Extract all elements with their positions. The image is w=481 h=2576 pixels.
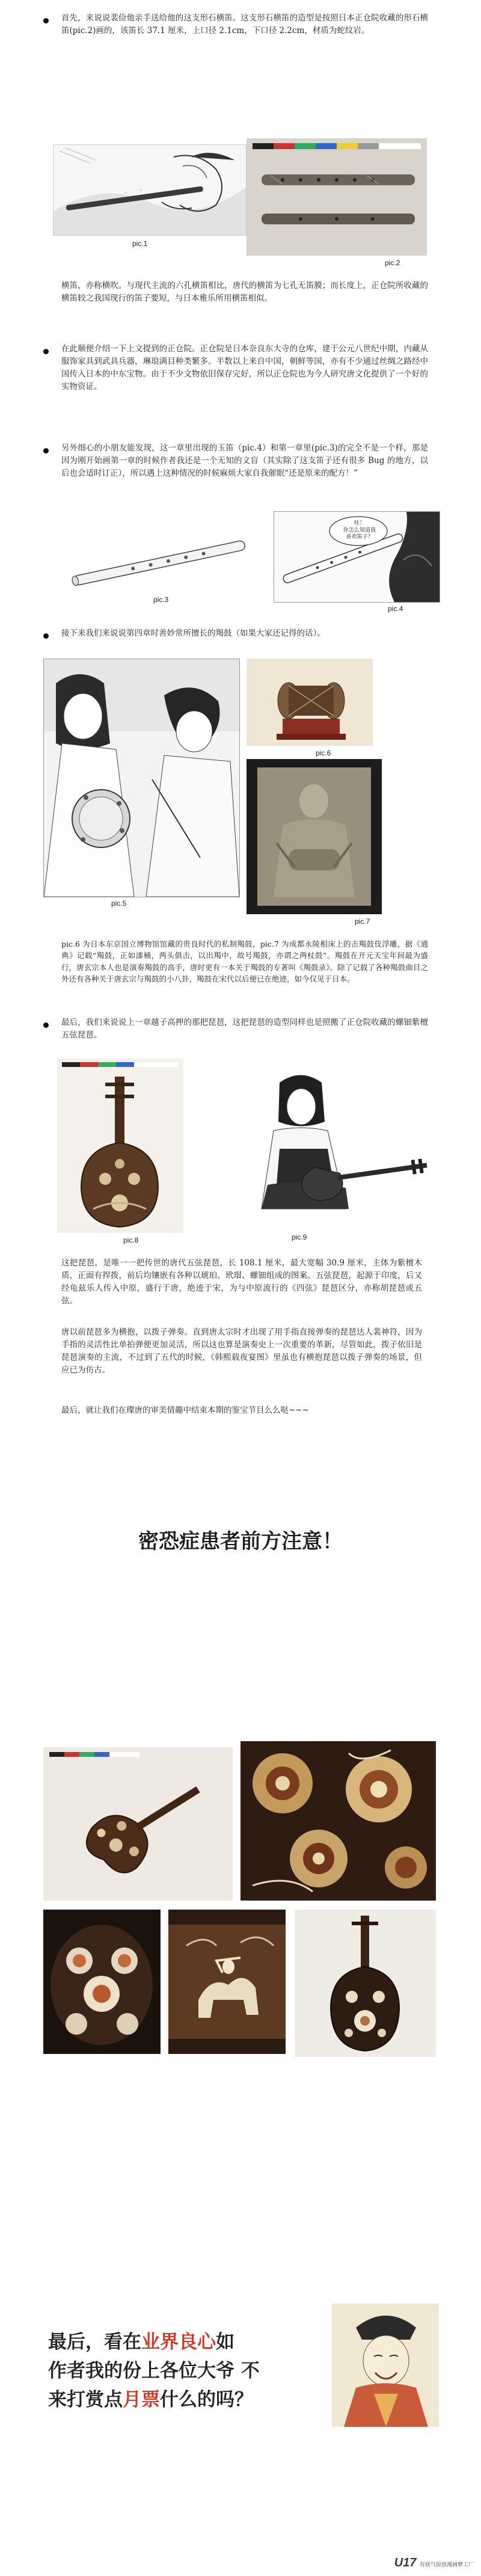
bullet-2 xyxy=(43,349,49,354)
paragraph-jade-flute: 另外细心的小朋友能发现，这一章里出现的玉笛（pic.4）和第一章里(pic.3)的完全不是一个样，那是因为刚开始画第一章的时候作者我还是一个无知的文盲（其实除了这支笛子还有很多 Bug 的地方，以后也会适时订正），所以遇上这种情况的时候麻烦大家自我催眠“还是原来的配方！” xyxy=(61,443,428,478)
outro-plea: 最后，看在业界良心如 作者我的份上各位大爷 不 来打赏点月票什么的吗？ xyxy=(48,2331,260,2411)
paragraph-flute-history: 横笛，亦称横吹。与现代主流的六孔横笛相比，唐代的横笛为七孔无笛膜；而长度上，正仓院所收藏的横笛较之我国现行的笛子要短，与日本雅乐所用横笛相似。 xyxy=(61,281,428,303)
pic8-pipa-photo xyxy=(57,1059,183,1233)
paragraph-closing: 最后，就让我们在璨唐的审美情趣中结束本期的鉴宝节目么么哒~~~ xyxy=(61,1406,309,1415)
bullet-3 xyxy=(43,448,49,453)
bullet-5 xyxy=(43,1022,49,1028)
pic4-manga-panel xyxy=(274,511,440,603)
paragraph-pipa-intro: 最后，我们来说说上一章越子高押的那把琵琶，这把琵琶的造型同样也是照搬了正仓院收藏的螺钿紫檀五弦琵琶。 xyxy=(61,1018,428,1040)
paragraph-jiegu-detail: pic.6 为日本东京国立博物馆馆藏的贵良时代的私制羯鼓，pic.7 为成都永陵相床上的击羯鼓伎浮雕，据《通典》记载“羯鼓，正如漆桶，两头俱击，以出羯中，故号羯鼓，亦谓之两杖鼓”。羯鼓在开元天宝年间最为盛行，唐玄宗本人也是演奏羯鼓的高手，唐时更有一本关于羯鼓的专著叫《羯鼓录》。除了记载了各种羯鼓曲目之外还有各种关于唐玄宗与羯鼓的小八卦，羯鼓在宋代以后便已在绝迹，如今仅见于日本。 xyxy=(61,939,428,984)
detail-photo-back-inlay xyxy=(43,1910,161,2054)
pic1-manga-panel xyxy=(53,144,247,236)
pic2-stone-flute-photo xyxy=(247,138,427,256)
site-watermark: U17 有妖气原创漫画梦工厂 xyxy=(394,2556,474,2569)
highlight-conscience: 业界良心 xyxy=(141,2331,216,2353)
paragraph-jiegu-intro: 接下来我们来说说第四章时善妙常所擅长的羯鼓（如果大家还记得的话）。 xyxy=(61,629,325,638)
pic5-caption: pic.5 xyxy=(111,899,127,908)
bullet-1 xyxy=(43,18,49,23)
pic8-caption: pic.8 xyxy=(123,1236,139,1244)
paragraph-pipa-detail: 这把琵琶，是唯一一把传世的唐代五弦琵琶，长 108.1 厘米，最大宽幅 30.9 厘米，主体为紫檀木质，正面有捍拨，前后均镶嵌有各种以琥珀、玳瑁、螺钿组成的图案。五弦琵琶，起源于印度，后又经龟兹乐人传入中原，盛行于唐，绝迹于宋，为与中原流行的《四弦》琵琶区分，亦称胡琵琶或五弦。 xyxy=(61,1258,422,1306)
detail-photo-camel-rider xyxy=(168,1910,286,2054)
pic9-caption: pic.9 xyxy=(292,1233,307,1241)
detail-photo-pipa-front xyxy=(43,1747,233,1901)
speech-bubble-text: 哇！ 你怎么知道我 喜欢笛子？ xyxy=(343,520,376,541)
pic1-caption: pic.1 xyxy=(132,239,148,248)
pic7-caption: pic.7 xyxy=(355,917,370,926)
detail-photo-pipa-back xyxy=(295,1910,436,2057)
highlight-monthly-ticket: 月票 xyxy=(123,2389,160,2411)
paragraph-flute-intro: 首先，来说说裴俭他亲手送给他的这支形石横笛。这支形石横笛的造型是按照日本正仓院收藏的形石横笛(pic.2)画的，该笛长 37.1 厘米，上口径 2.1cm，下口径 2.2cm，材质为蛇纹岩。 xyxy=(61,13,428,35)
pic5-manga-panel xyxy=(43,659,240,897)
pic9-manga-player xyxy=(244,1065,433,1227)
pic4-caption: pic.4 xyxy=(388,604,403,613)
detail-photo-inlay-closeup xyxy=(240,1741,436,1901)
paragraph-shosoin: 在此顺便介绍一下上文提到的正仓院。正仓院是日本奈良东大寺的仓库，建于公元八世纪中期，内藏从服饰家具到武具兵器，琳琅满目种类繁多。半数以上来自中国，朝鲜等国，亦有不少通过丝绸之路经中国传入日本的中东宝物。由于不少文物依旧保存完好，所以正仓院也为今人研究唐文化提供了一个好的实物资证。 xyxy=(61,344,428,392)
pic3-caption: pic.3 xyxy=(153,595,169,604)
paragraph-pipa-history: 唐以前琵琶多为横抱，以拨子弹奏。直到唐太宗时才出现了用手指直接弹奏的琵琶达人裴神符，因为手指的灵活性比单拍弹便更加灵活，所以这也算是演奏史上一次重要的革新，尽管如此，拨子依旧是琵琶演奏的主流，不过到了五代的时候，《韩熙载夜宴图》里虽也有横抱琵琶以拨子弹奏的场景，但应已为仿古。 xyxy=(61,1327,422,1375)
pic7-relief-photo xyxy=(247,759,382,914)
trypophobia-warning: 密恐症患者前方注意！ xyxy=(138,1529,343,1554)
pic6-caption: pic.6 xyxy=(316,749,331,757)
outro-portrait-illustration xyxy=(332,2304,439,2427)
pic6-drum-photo xyxy=(247,659,373,746)
pic3-jade-flute-sketch xyxy=(60,529,259,592)
bullet-4 xyxy=(43,633,49,639)
pic2-caption: pic.2 xyxy=(385,259,400,267)
